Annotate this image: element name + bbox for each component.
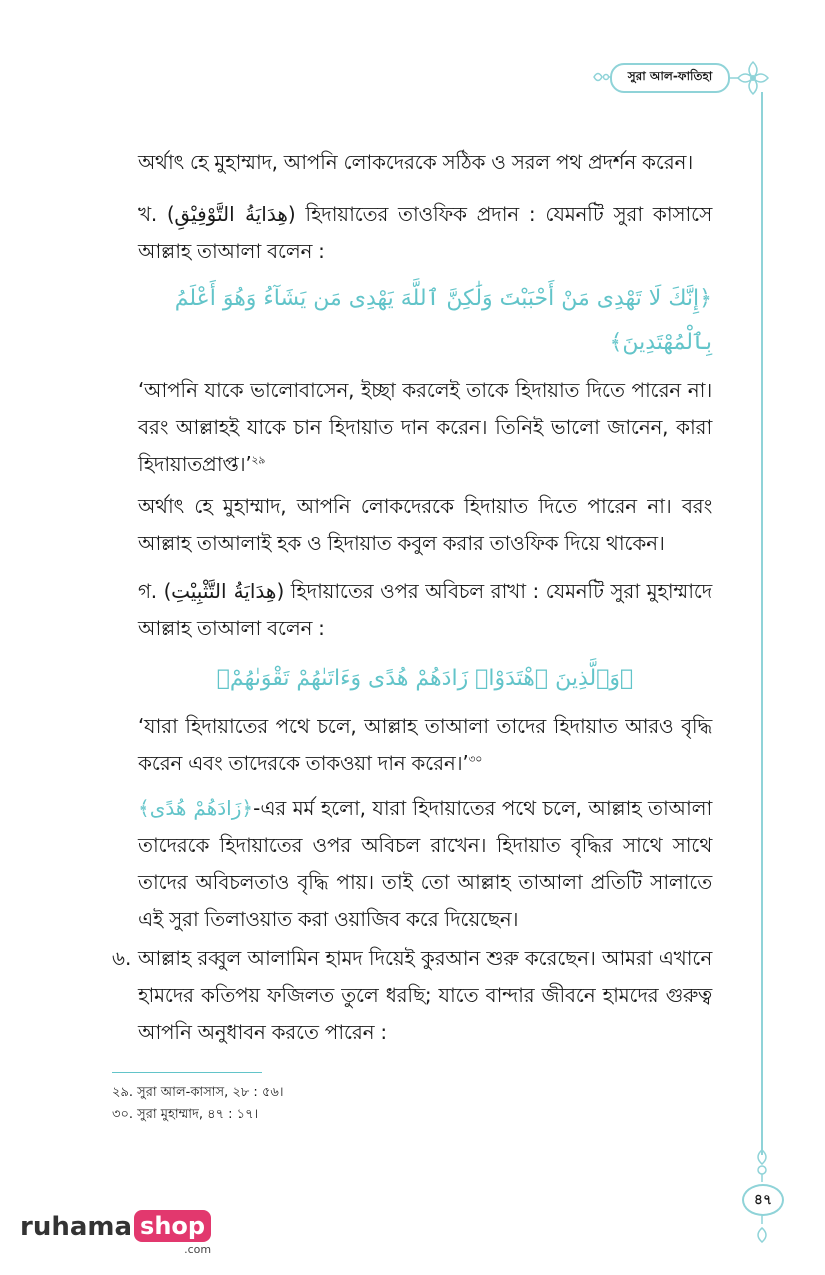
translation-text: ‘যারা হিদায়াতের পথে চলে, আল্লাহ তাআলা তাদের হিদায়াত আরও বৃদ্ধি করেন এবং তাদেরকে তাকওয়া দান করেন।’ [138,714,712,775]
translation-paragraph-1 [138,372,712,483]
paragraph-1: অর্থাৎ হে মুহাম্মাদ, আপনি লোকদেরকে সঠিক ও সরল পথ প্রদর্শন করেন। [138,150,693,174]
logo-shop-badge: shop [134,1210,211,1242]
logo-domain: .com [184,1243,212,1256]
quran-ayah-line-1: ﴿إِنَّكَ لَا تَهْدِى مَنْ أَحْبَبْتَ وَلَٰكِنَّ ٱللَّهَ يَهْدِى مَن يَشَآءُ وَهُوَ أَعْلَمُ [174,286,712,311]
item-prefix: গ. ( [138,579,172,603]
footnote-divider [112,1072,262,1073]
inline-arabic-term: هِدَايَةُ التَّوْفِيْقِ [174,202,288,226]
page-number-oval [742,1184,784,1216]
translation-text: ‘আপনি যাকে ভালোবাসেন, ইচ্ছা করলেই তাকে হিদায়াত দিতে পারেন না। বরং আল্লাহই যাকে চান হিদায়াত দান করেন। তিনিই ভালো জানেন, কারা হিদায়াতপ্রাপ্ত।’ [138,378,712,476]
page-number: ৪৭ [753,1192,773,1208]
footnote-30: ৩০. সুরা মুহাম্মাদ, ৪৭ : ১৭। [112,1107,259,1122]
paragraph-explanation-2 [138,790,712,938]
quran-ayah-line-2: بِٱلْمُهْتَدِينَ﴾ [609,330,712,355]
logo-brand: ruhama [20,1212,133,1242]
item-prefix: খ. ( [138,202,175,226]
ornament-icon [592,68,612,86]
item-suffix: ) হিদায়াতের তাওফিক প্রদান : যেমনটি সুরা কাসাসে আল্লাহ তাআলা বলেন : [138,202,712,263]
page-frame-line [761,92,763,1155]
paragraph-hidayah-tawfiq [138,196,712,270]
page-number-badge [740,1180,784,1216]
header-title: সুরা আল-ফাতিহা [627,69,713,83]
quran-ayah-2: ﴿وَٱلَّذِينَ ٱهْتَدَوْا۟ زَادَهُمْ هُدًى وَءَاتَىٰهُمْ تَقْوَىٰهُمْ﴾ [216,666,634,691]
footnote-29: ২৯. সুরা আল-কাসাস, ২৮ : ৫৬। [112,1085,284,1100]
paragraph-hidayah-tathbit [138,573,712,647]
bottom-ornament-lower-icon [749,1214,775,1244]
header-title-pill [610,63,730,93]
list-item-number: ৬. [112,946,132,970]
translation-paragraph-2 [138,708,712,782]
bottom-ornament-icon [749,1148,775,1182]
paragraph-explanation-1: অর্থাৎ হে মুহাম্মাদ, আপনি লোকদেরকে হিদায়াত দিতে পারেন না। বরং আল্লাহ তাআলাই হক ও হিদায়াত কবুল করার তাওফিক দিয়ে থাকেন। [138,494,712,555]
flourish-icon [730,60,770,96]
ruhamashop-logo [20,1210,211,1255]
inline-arabic-quote: ﴿زَادَهُمْ هُدًى﴾ [138,796,254,820]
footnote-ref[interactable]: ৩০ [468,752,483,766]
running-header [592,60,770,94]
explanation-text: -এর মর্ম হলো, যারা হিদায়াতের পথে চলে, আল্লাহ তাআলা তাদেরকে হিদায়াতের ওপর অবিচল রাখেন। হিদায়াত বৃদ্ধির সাথে সাথে তাদের অবিচলতাও বৃদ্ধি পায়। তাই তো আল্লাহ তাআলা প্রতিটি সালাতে এই সুরা তিলাওয়াত করা ওয়াজিব করে দিয়েছেন। [138,796,712,931]
inline-arabic-term: هِدَايَةُ التَّثْبِيْتِ [171,579,277,603]
footnote-ref[interactable]: ২৯ [251,453,266,467]
item-suffix: ) হিদায়াতের ওপর অবিচল রাখা : যেমনটি সুরা মুহাম্মাদে আল্লাহ তাআলা বলেন : [138,579,713,640]
list-item-text: আল্লাহ রব্বুল আলামিন হামদ দিয়েই কুরআন শুরু করেছেন। আমরা এখানে হামদের কতিপয় ফজিলত তুলে ধরছি; যাতে বান্দার জীবনে হামদের গুরুত্ব আপনি অনুধাবন করতে পারেন : [138,946,712,1044]
